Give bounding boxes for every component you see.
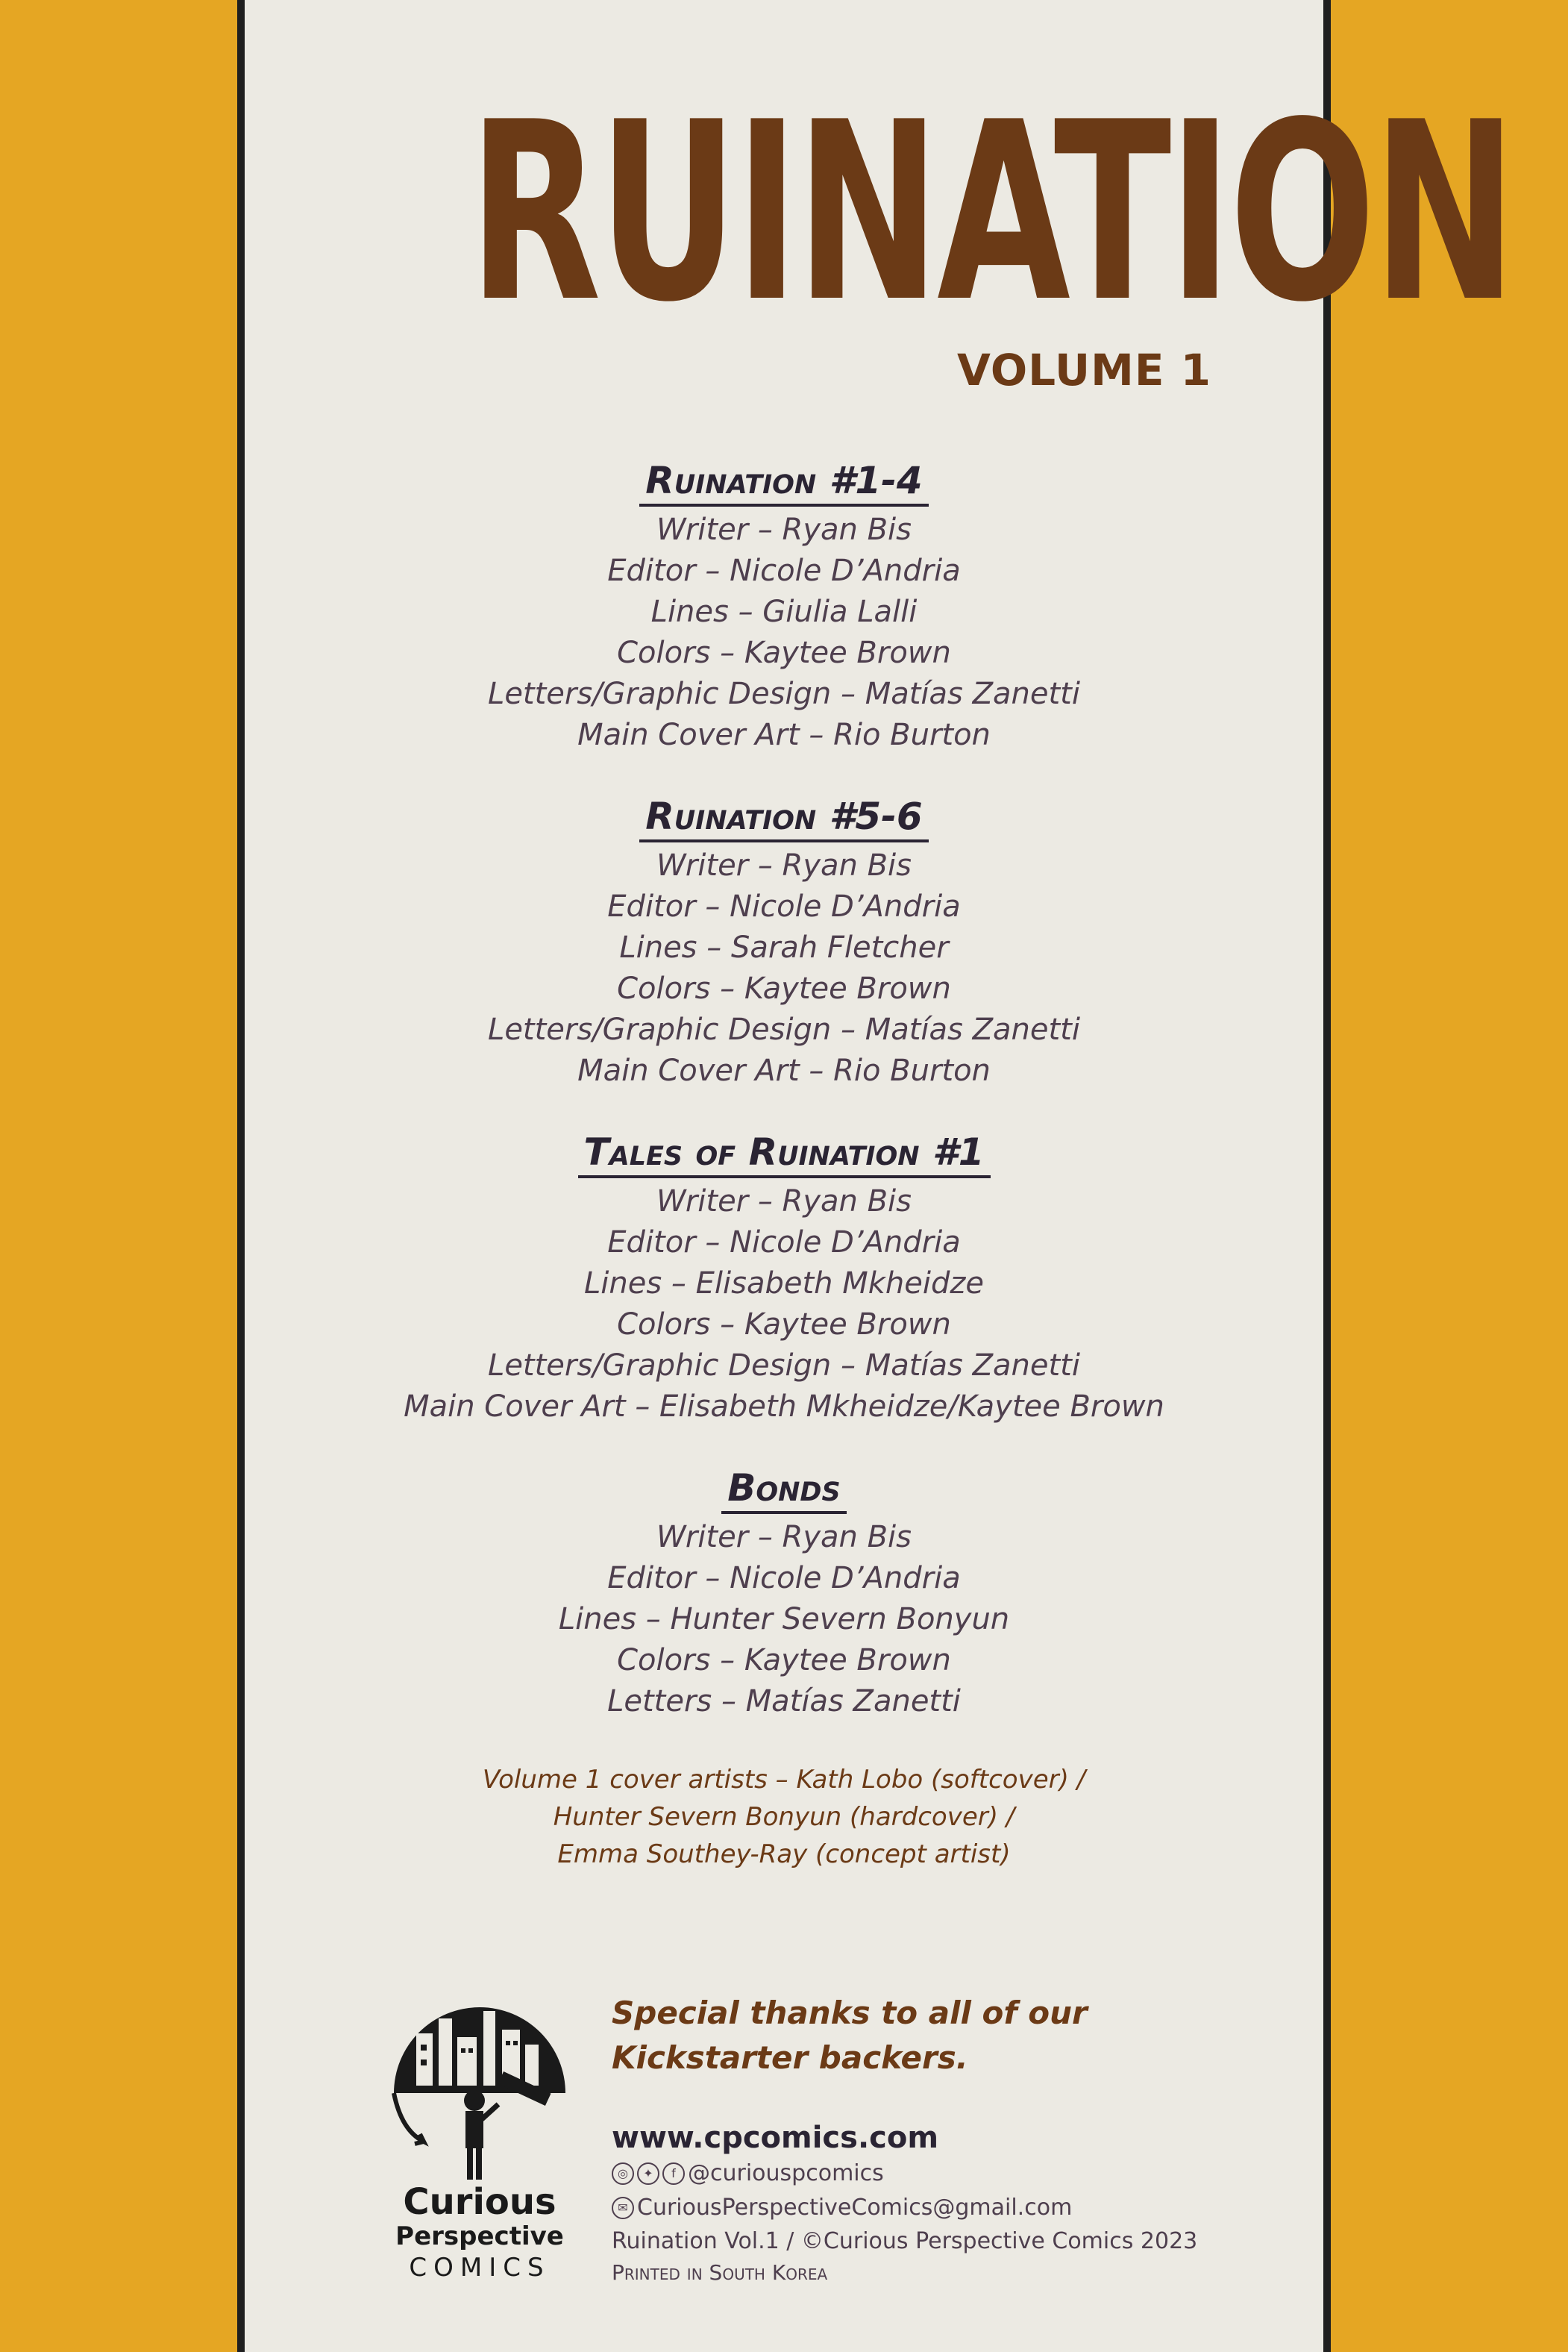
printed-in-text: Printed in South Korea <box>612 2260 828 2285</box>
section-title: Ruination #5-6 <box>639 795 928 842</box>
credit-line: Lines – Giulia Lalli <box>650 595 918 629</box>
credit-line: Lines – Elisabeth Mkheidze <box>584 1266 984 1301</box>
credit-line: Writer – Ryan Bis <box>656 1520 912 1554</box>
logo-line-2: Perspective <box>395 2221 564 2251</box>
thanks-line: Kickstarter backers. <box>612 2039 968 2076</box>
credit-line: Lines – Hunter Severn Bonyun <box>558 1602 1010 1636</box>
facebook-icon[interactable]: f <box>662 2162 685 2185</box>
credit-line: Letters/Graphic Design – Matías Zanetti <box>488 1348 1080 1383</box>
twitter-icon[interactable]: ✦ <box>637 2162 659 2185</box>
logo-line-1: Curious <box>403 2181 556 2223</box>
website-link[interactable]: www.cpcomics.com <box>612 2121 939 2155</box>
credit-line: Colors – Kaytee Brown <box>617 972 951 1006</box>
credit-line: Colors – Kaytee Brown <box>617 1643 951 1677</box>
credit-line: Letters – Matías Zanetti <box>607 1684 961 1718</box>
section-title: Bonds <box>721 1466 846 1514</box>
credit-line: Colors – Kaytee Brown <box>617 636 951 670</box>
thanks-line: Special thanks to all of our <box>612 1995 1088 2031</box>
cover-artists-note <box>245 1761 1323 1873</box>
credit-line: Writer – Ryan Bis <box>656 848 912 883</box>
email-row <box>612 2191 1208 2225</box>
email-address[interactable]: CuriousPerspectiveComics@gmail.com <box>637 2195 1073 2221</box>
volume-label: VOLUME 1 <box>956 345 1211 395</box>
section-title: Ruination #1-4 <box>639 459 928 507</box>
copyright-text: Ruination Vol.1 / ©Curious Perspective Comics 2023 <box>612 2228 1198 2254</box>
credit-line: Writer – Ryan Bis <box>656 1184 912 1219</box>
credit-line: Editor – Nicole D’Andria <box>607 554 961 588</box>
credit-line: Main Cover Art – Rio Burton <box>577 718 991 752</box>
credit-line: Lines – Sarah Fletcher <box>619 931 949 965</box>
credit-line: Main Cover Art – Rio Burton <box>577 1054 991 1088</box>
credit-line: Editor – Nicole D’Andria <box>607 1561 961 1595</box>
social-row <box>612 2156 1208 2191</box>
credit-line: Writer – Ryan Bis <box>656 513 912 547</box>
title-block <box>245 69 1514 356</box>
credits-page <box>237 0 1514 2352</box>
publisher-info <box>612 2119 1208 2288</box>
credit-line: Colors – Kaytee Brown <box>617 1307 951 1342</box>
book-title: RUINATION <box>468 69 1514 356</box>
email-icon: ✉ <box>612 2197 634 2219</box>
credit-line: Editor – Nicole D’Andria <box>607 889 961 924</box>
special-thanks <box>612 1991 1134 2080</box>
left-margin-band <box>0 0 237 2352</box>
cover-note-line: Volume 1 cover artists – Kath Lobo (softcover) / <box>482 1765 1086 1795</box>
credit-line: Main Cover Art – Elisabeth Mkheidze/Kaytee Brown <box>404 1389 1164 1424</box>
credit-section <box>245 1130 1323 1427</box>
publisher-logo <box>379 1981 580 2284</box>
section-title: Tales of Ruination #1 <box>578 1130 991 1178</box>
credit-section <box>245 795 1323 1092</box>
credit-section <box>245 459 1323 756</box>
credits-list <box>245 459 1323 1873</box>
credit-section <box>245 1466 1323 1722</box>
publisher-emblem-icon <box>386 1981 573 2183</box>
credit-line: Letters/Graphic Design – Matías Zanetti <box>488 1013 1080 1047</box>
cover-note-line: Emma Southey-Ray (concept artist) <box>557 1839 1011 1869</box>
credit-line: Letters/Graphic Design – Matías Zanetti <box>488 677 1080 711</box>
cover-note-line: Hunter Severn Bonyun (hardcover) / <box>553 1802 1015 1832</box>
social-handle[interactable]: @curiouspcomics <box>688 2160 884 2186</box>
credit-line: Editor – Nicole D’Andria <box>607 1225 961 1260</box>
instagram-icon[interactable]: ◎ <box>612 2162 634 2185</box>
logo-line-3: COMICS <box>409 2253 551 2283</box>
